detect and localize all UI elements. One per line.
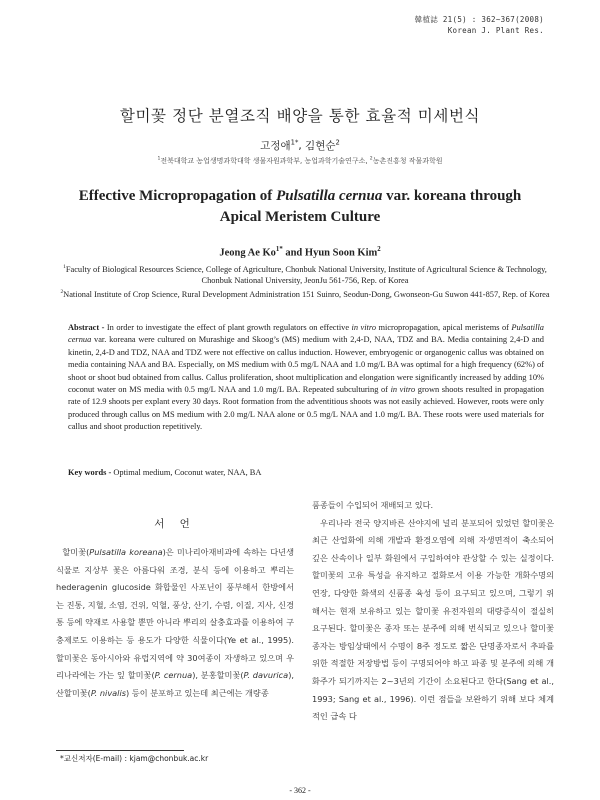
affil-kr-1: 전북대학교 농업생명과학대학 생물자원과학부, 농업과학기술연구소,: [160, 157, 370, 165]
left-italic-a: Pulsatilla koreana: [89, 547, 163, 557]
keywords-text: Optimal medium, Coconut water, NAA, BA: [111, 468, 262, 477]
author-separator: ,: [298, 140, 306, 152]
abstract-text-2: micropropagation, apical meristems of: [376, 323, 512, 332]
abstract-italic-1: in vitro: [351, 323, 377, 332]
author-2-kr: 김현순: [305, 140, 336, 152]
left-text-a: 할미꽃(: [62, 547, 90, 557]
abstract-text-1: In order to investigate the effect of plant growth regulators on effective: [104, 323, 352, 332]
author-2-kr-mark: 2: [335, 138, 340, 147]
english-affiliations: [60, 262, 550, 300]
title-species: Pulsatilla cernua: [276, 188, 383, 204]
body-column-left: [56, 544, 294, 702]
abstract-italic-2: Pulsatilla cernua: [68, 323, 544, 345]
right-paragraph-1: 품종들이 수입되어 재배되고 있다.: [312, 500, 434, 510]
left-italic-c: P. davurica: [243, 670, 289, 681]
affil-en-1: Faculty of Biological Resources Science, College of Agriculture, Chonbuk National University, Institute of Agricultural Science & Technology, Chonbuk National University, JeonJu 561-756, Rep. of Korea: [65, 264, 547, 286]
english-title: [40, 186, 560, 228]
journal-name: Korean J. Plant Res.: [447, 26, 544, 35]
keywords-label: Key words -: [68, 468, 112, 477]
abstract-italic-3: in vitro: [390, 385, 416, 395]
footnote-rule: [56, 750, 184, 751]
author-2-en-mark: 2: [377, 246, 381, 253]
journal-header: [415, 14, 544, 36]
author-1-en: Jeong Ae Ko: [219, 247, 276, 259]
affil-en-2: National Institute of Crop Science, Rural Development Administration 151 Suinro, Seodun-Dong, Gwonseon-Gu Suwon 441-857, Rep. of Korea: [63, 289, 550, 299]
left-text-c: ), 분홍할미꽃(: [192, 670, 244, 681]
affil-kr-1-mark: 1: [157, 156, 161, 162]
page-number: - 362 -: [289, 786, 311, 795]
affil-en-1-mark: 1: [63, 264, 66, 270]
author-1-kr: 고정애: [260, 140, 291, 152]
left-text-d: ), 산할미꽃(: [56, 670, 294, 698]
title-line-2: Apical Meristem Culture: [219, 209, 381, 225]
korean-title: 할미꽃 정단 분열조직 배양을 통한 효율적 미세번식: [119, 107, 481, 125]
right-paragraph-2: 우리나라 전국 양지바른 산야지에 널리 분포되어 있었던 할미꽃은 최근 산업화에 의해 개발과 환경오염에 의해 자생면적이 축소되어 깊은 산속이나 일부 화원에서 구입하여야 관상할 수 있는 실정이다. 할미꽃의 고유 특성을 유지하고 절화로서 이용 가능한 개화수명의 연장, 다양한 화색의 신품종 육성 등이 요구되고 있으며, 그렇기 위해서는 현재 보유하고 있는 할미꽃 유전자원의 대량증식이 절실히 요구된다. 할미꽃은 종자 또는 분주에 의해 번식되고 있으나 할미꽃 종자는 방임상태에서 수명이 8주 정도로 짧은 단명종자로서 추파를 위한 적절한 저장방법 등이 구명되어야 하고 파종 및 분주에 의해 개화주가 되기까지는 2~3년의 기간이 소요된다고 한다(Sang et al., 1993; Sang et al., 1996). 이런 점들을 보완하기 위해 보다 체계적인 급속 다: [312, 517, 554, 722]
section-heading-introduction: 서 언: [154, 518, 196, 530]
left-italic-d: P. nivalis: [90, 687, 126, 698]
english-authors: [0, 246, 600, 259]
corresponding-author-footnote: *교신저자(E-mail) : kjam@chonbuk.ac.kr: [60, 754, 209, 763]
left-text-b: )은 미나리아재비과에 속하는 다년생 식물로 지상부 꽃은 아름다워 조경, 분식 등에 이용하고 뿌리는 hederagenin glucoside 화합물인 사포닌이 풍부해서 한방에서는 진통, 지혈, 소염, 건위, 익혈, 풍상, 산기, 수렴, 이질, 지사, 신경통 등에 약재로 사용할 뿐만 아니라 뿌리의 살충효과를 이용하여 구충제로도 이용하는 등 용도가 다양한 식물이다(Ye et al., 1995). 할미꽃은 동아시아와 유럽지역에 약 30여종이 자생하고 있으며 우리나라에는 가는 잎 할미꽃(: [56, 547, 294, 681]
author-2-en: Hyun Soon Kim: [304, 247, 378, 259]
author-and: and: [282, 247, 305, 259]
affil-en-2-mark: 2: [60, 288, 64, 295]
body-column-right: [312, 497, 554, 726]
abstract-label: Abstract -: [68, 323, 105, 332]
author-1-en-mark: 1*: [275, 246, 283, 253]
abstract-text-4: grown shoots resulted in propagation rate of 12.9 shoots per explant every 30 days. Root formation from the adventitious shoots was not easily achieved. However, roots were only produced through callus on MS medium with 2.0 mg/L NAA alone or 0.5 mg/L NAA and 1.0 mg/L BA. These roots were used materials for callus and shoot production repetitively.: [68, 385, 544, 432]
left-italic-b: P. cernua: [154, 670, 193, 681]
left-text-e: ) 등이 분포하고 있는데 최근에는 개량종: [126, 687, 269, 698]
author-1-kr-mark: 1*: [290, 138, 299, 147]
title-part-2: var. koreana through: [382, 188, 522, 204]
abstract-text-3: var. koreana were cultured on Murashige and Skoog’s (MS) medium with 2,4-D, NAA, TDZ and BA. Media containing 2,4-D and kinetin, 2,4-D and TDZ, NAA and TDZ were not effective on callus induction. However, embryogenic or organogenic callus was obtained on media containing NAA and BA. Especially, on MS medium with 0.5 mg/L NAA and 1.0 mg/L BA was optimal for a high frequency (62%) of shoot or shoot bud obtained from callus. Callus proliferation, shoot multiplication and elongation were significantly increased by adding 10% coconut water on MS media with 0.5 mg/L NAA and 1.0 mg/L BA. Repeated subculturing of: [68, 335, 544, 395]
korean-authors: [0, 138, 600, 153]
affil-kr-2: 농촌진흥청 작물과학원: [372, 157, 443, 165]
korean-affiliations: [0, 156, 600, 166]
journal-citation: 韓植誌 21(5) : 362~367(2008): [414, 15, 544, 24]
keywords: [68, 468, 544, 477]
abstract: [68, 322, 544, 434]
affil-kr-2-mark: 2: [369, 156, 373, 162]
title-part-1: Effective Micropropagation of: [78, 188, 277, 204]
